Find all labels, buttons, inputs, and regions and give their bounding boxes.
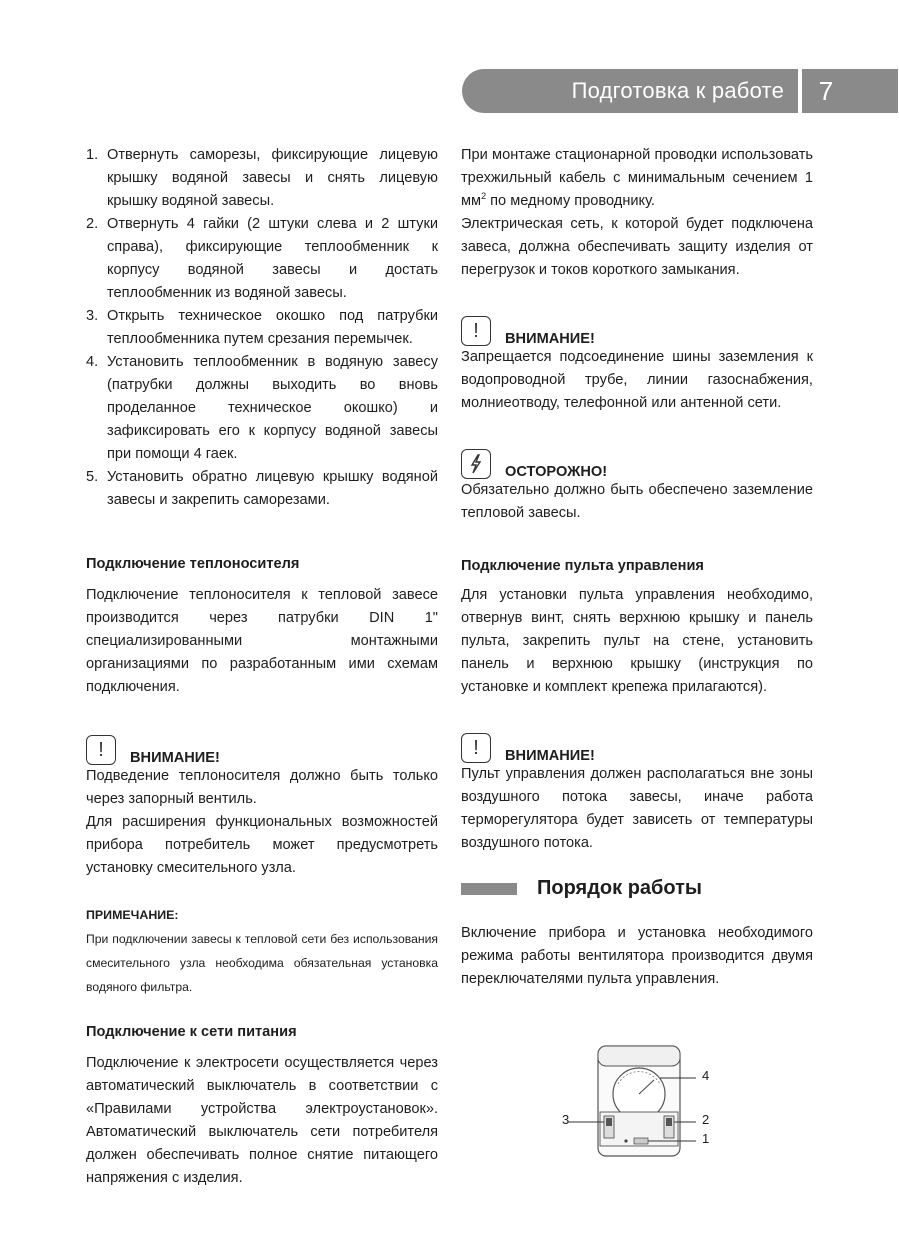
heat-carrier-text: Подключение теплоносителя к тепловой завесе производится через патрубки DIN 1" специализированными монтажными организациями по разработанным ими схемам подключения.	[86, 587, 438, 695]
warning-label: ВНИМАНИЕ!	[505, 748, 595, 764]
step-text: Отвернуть саморезы, фиксирующие лицевую крышку водяной завесы и снять лицевую крышку водяной завесы.	[107, 147, 438, 209]
list-item	[86, 305, 438, 351]
remote-text: Для установки пульта управления необходимо, отвернув винт, снять верхнюю крышку и панель пульта, закрепить пульт на стене, установить панель и верхнюю крышку (инструкция по установке и комплект крепежа прилагаются).	[461, 587, 813, 695]
step-number: 3.	[86, 308, 99, 324]
exclamation-icon: !	[86, 735, 116, 765]
warning-text: Запрещается подсоединение шины заземления к водопроводной трубе, линии газоснабжения, молниеотводу, телефонной или антенной сети.	[461, 349, 813, 411]
wiring-text-tail: по медному проводнику.	[486, 193, 655, 209]
list-item	[86, 351, 438, 466]
step-text: Установить теплообменник в водяную завесу (патрубки должны выходить во вновь проделанное техническое окошко) и зафиксировать его к корпусу водяной завесы при помощи 4 гаек.	[107, 354, 438, 462]
figure-label: 3	[562, 1112, 570, 1127]
control-panel-figure	[560, 1040, 720, 1170]
caution-label: ОСТОРОЖНО!	[505, 464, 608, 480]
section-heading	[461, 877, 813, 900]
warning-label: ВНИМАНИЕ!	[505, 331, 595, 347]
figure-label: 4	[702, 1068, 710, 1083]
page-header-tab	[462, 69, 898, 113]
caution-text: Обязательно должно быть обеспечено заземление тепловой завесы.	[461, 482, 813, 521]
warning-text: Подведение теплоносителя должно быть только через запорный вентиль.	[86, 768, 438, 807]
section-bar	[461, 883, 517, 895]
figure-label: 1	[702, 1131, 710, 1146]
step-number: 4.	[86, 354, 99, 370]
step-text: Открыть техническое окошко под патрубки теплообменника путем срезания перемычек.	[107, 308, 438, 347]
warning-block	[461, 312, 813, 346]
figure-label: 2	[702, 1112, 710, 1127]
note-text: При подключении завесы к тепловой сети без использования смесительного узла необходима обязательная установка водяного фильтра.	[86, 932, 438, 994]
section-title: Порядок работы	[537, 877, 702, 899]
power-heading: Подключение к сети питания	[86, 1024, 297, 1040]
list-item	[86, 213, 438, 305]
list-item	[86, 144, 438, 213]
remote-heading: Подключение пульта управления	[461, 558, 704, 574]
chapter-title: Подготовка к работе	[571, 78, 784, 103]
right-column	[461, 144, 813, 991]
warning-text-extra: Для расширения функциональных возможностей прибора потребитель может предусмотреть установку смесительного узла.	[86, 814, 438, 876]
wiring-superscript: 2	[481, 191, 487, 202]
warning-text: Пульт управления должен располагаться вне зоны воздушного потока завесы, иначе работа терморегулятора будет зависеть от температуры воздушного потока.	[461, 766, 813, 851]
power-text: Подключение к электросети осуществляется через автоматический выключатель в соответствии с «Правилами устройства электроустановок». Автоматический выключатель сети потребителя должен обеспечивать полное снятие питающего напряжения с изделия.	[86, 1055, 438, 1186]
network-text: Электрическая сеть, к которой будет подключена завеса, должна обеспечивать защиту изделия от перегрузок и токов короткого замыкания.	[461, 216, 813, 278]
heat-carrier-heading: Подключение теплоносителя	[86, 556, 300, 572]
warning-block	[86, 731, 438, 765]
wiring-text-main: При монтаже стационарной проводки использовать трехжильный кабель с минимальным сечением 1 мм	[461, 147, 813, 209]
list-item	[86, 466, 438, 512]
install-steps-list	[86, 144, 438, 512]
caution-block	[461, 445, 813, 479]
note-heading: ПРИМЕЧАНИЕ:	[86, 908, 179, 922]
operation-text: Включение прибора и установка необходимого режима работы вентилятора производится двумя переключателями пульта управления.	[461, 925, 813, 987]
left-column	[86, 144, 438, 1190]
lightning-icon	[461, 449, 491, 479]
step-number: 2.	[86, 216, 99, 232]
warning-block	[461, 729, 813, 763]
exclamation-icon: !	[461, 733, 491, 763]
control-panel-drawing	[560, 1040, 720, 1170]
step-number: 5.	[86, 469, 99, 485]
wiring-text	[461, 144, 813, 213]
warning-label: ВНИМАНИЕ!	[130, 750, 220, 766]
step-text: Отвернуть 4 гайки (2 штуки слева и 2 штуки справа), фиксирующие теплообменник к корпусу водяной завесы и достать теплообменник из водяной завесы.	[107, 216, 438, 301]
exclamation-icon: !	[461, 316, 491, 346]
page-number: 7	[818, 76, 834, 106]
step-text: Установить обратно лицевую крышку водяной завесы и закрепить саморезами.	[107, 469, 438, 508]
step-number: 1.	[86, 147, 99, 163]
